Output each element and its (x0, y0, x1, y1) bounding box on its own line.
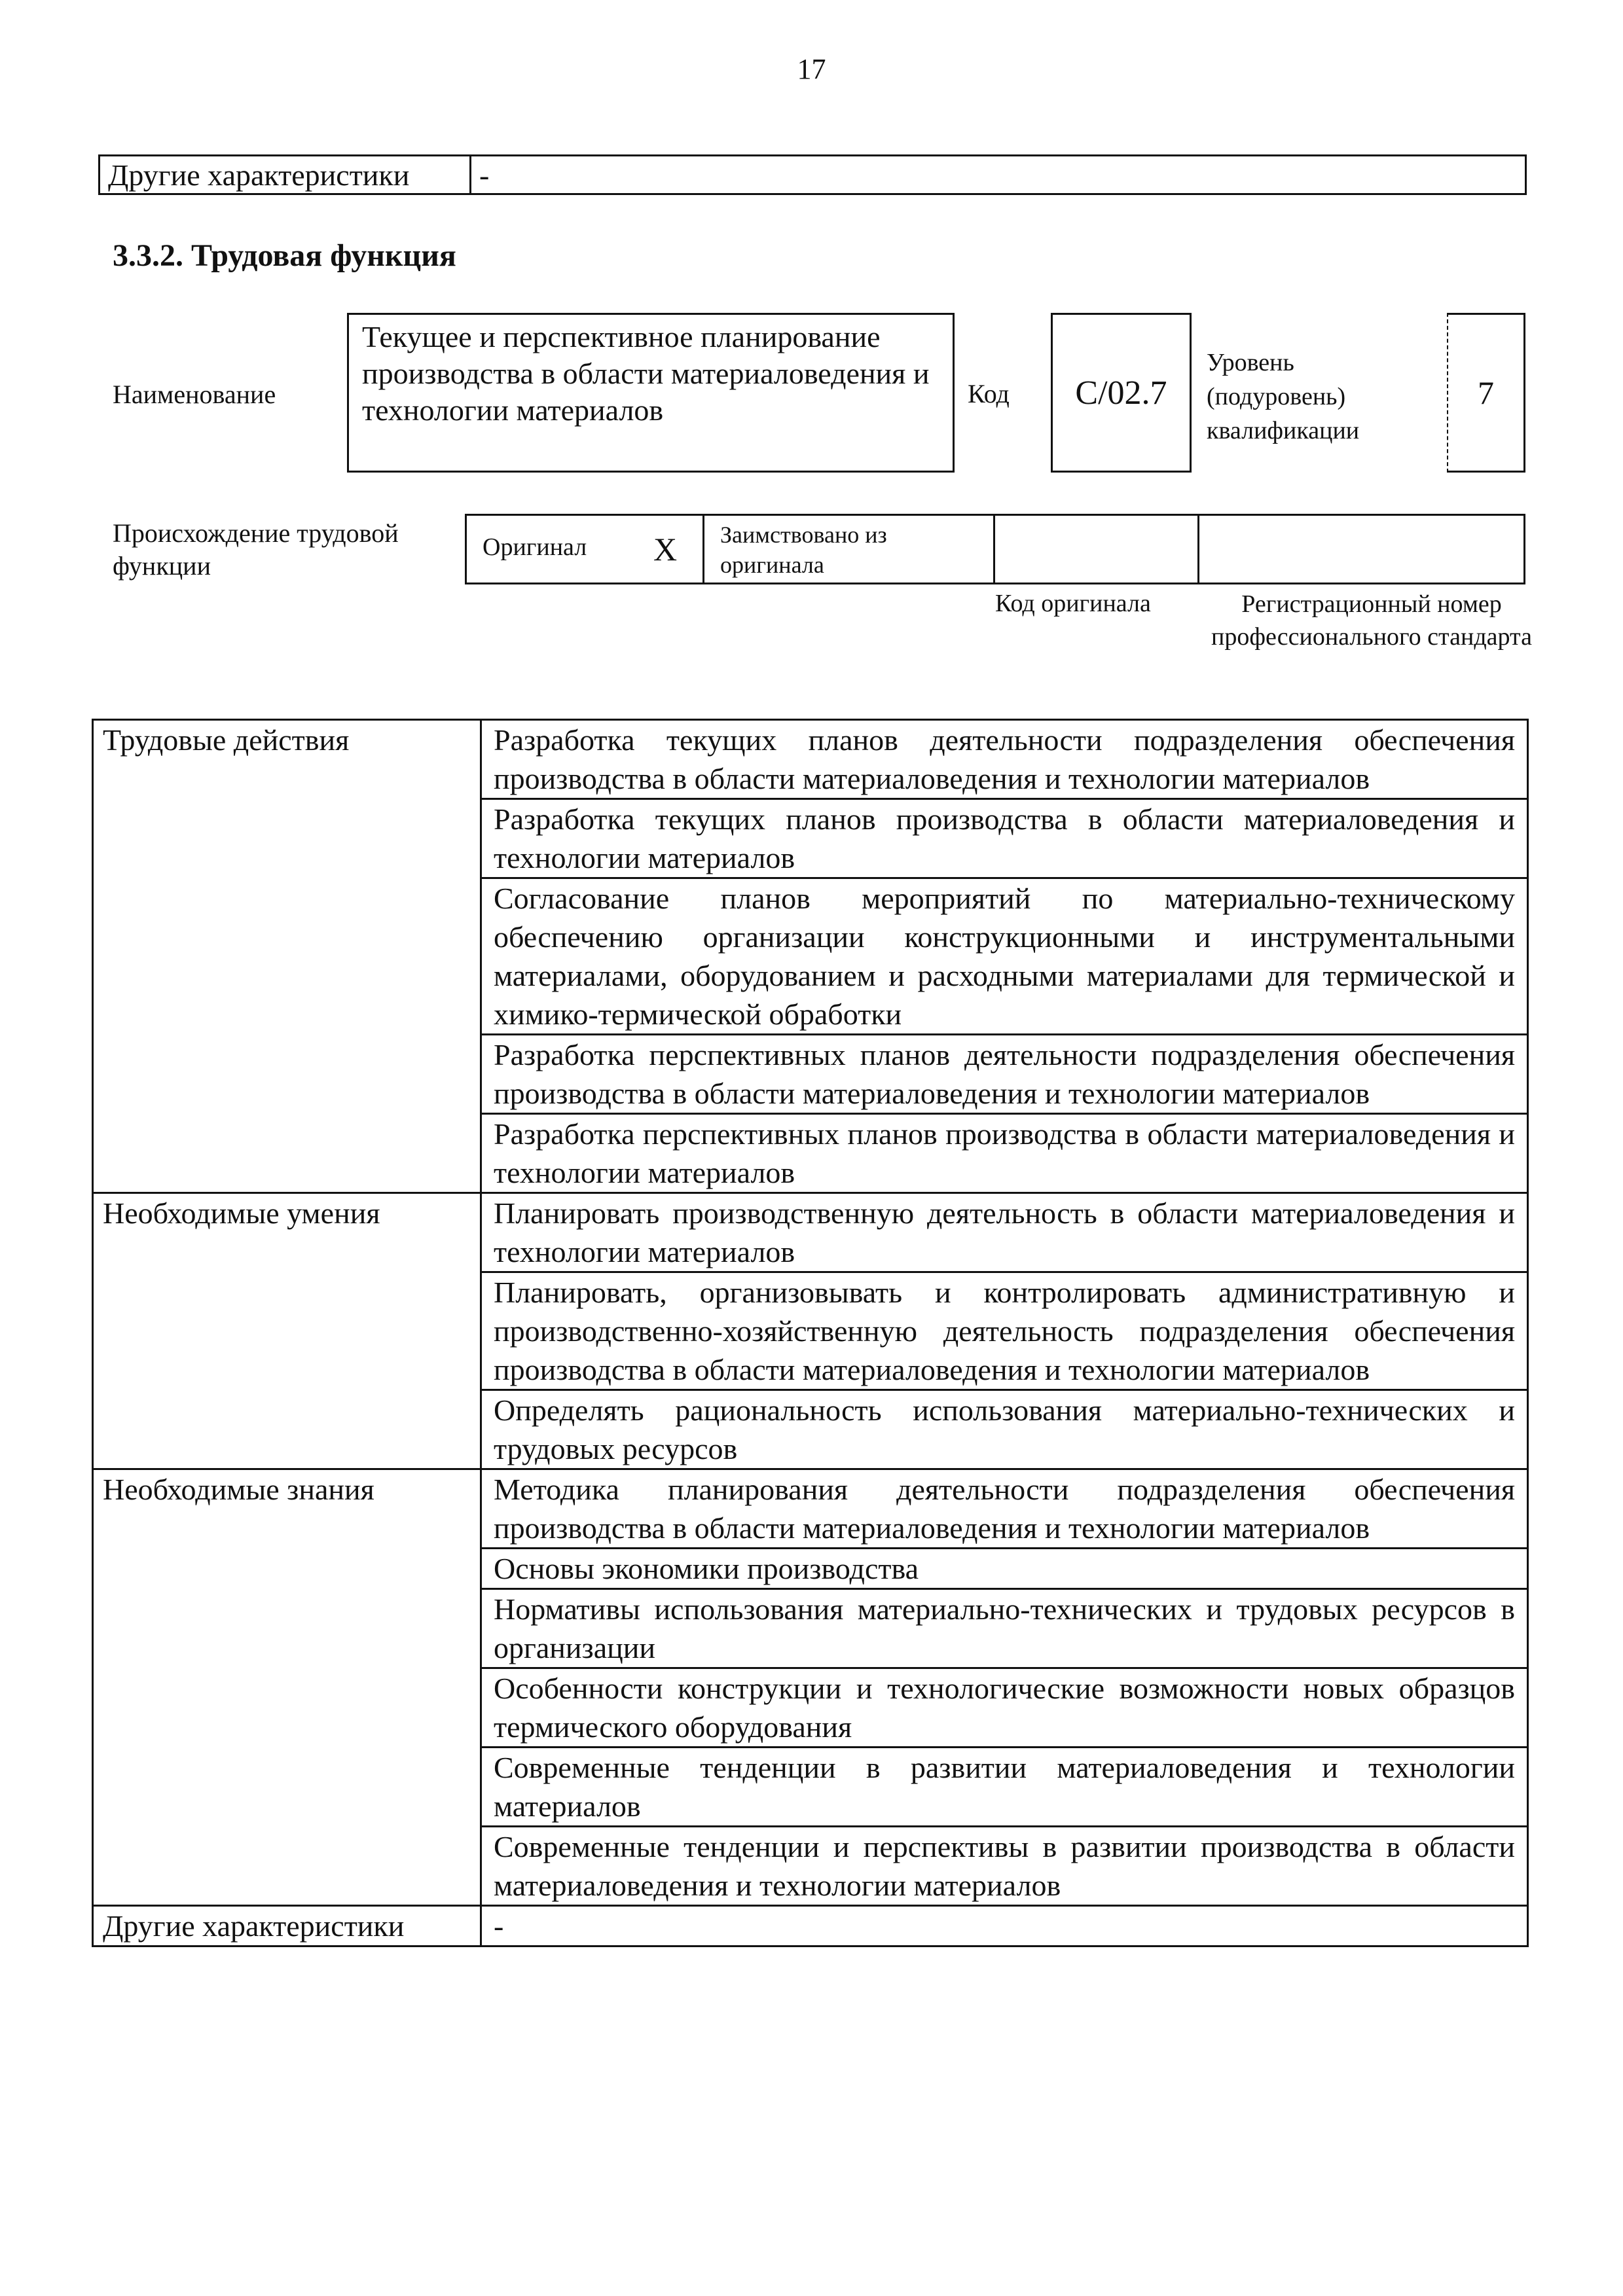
name-label: Наименование (113, 380, 276, 409)
origin-mark: X (653, 531, 678, 567)
other-characteristics-top-table (98, 154, 1527, 195)
required-skills-item: Планировать производственную деятельность в области материаловедения и технологии материалов (481, 1193, 1528, 1272)
table-row (93, 1193, 1528, 1272)
code-label: Код (968, 379, 1010, 408)
origin-label: Происхождение трудовой функции (113, 518, 399, 581)
table-row (93, 1469, 1528, 1549)
labor-actions-item: Разработка текущих планов производства в области материаловедения и технологии материалов (481, 799, 1528, 878)
origin-original: Оригинал (483, 533, 587, 561)
other-characteristics-header: Другие характеристики (93, 1906, 481, 1946)
required-knowledge-item: Особенности конструкции и технологические возможности новых образцов термического оборудования (481, 1668, 1528, 1748)
required-knowledge-item: Основы экономики производства (481, 1549, 1528, 1589)
origin-code-cell (993, 516, 1197, 583)
origin-reg-caption: Регистрационный номер профессионального стандарта (1211, 590, 1532, 651)
required-knowledge-header: Необходимые знания (93, 1469, 481, 1906)
other-characteristics-label: Другие характеристики (100, 156, 471, 194)
table-row (93, 1906, 1528, 1946)
required-knowledge-item: Современные тенденции и перспективы в развитии производства в области материаловедения и технологии материалов (481, 1827, 1528, 1906)
required-skills-header: Необходимые умения (93, 1193, 481, 1469)
code-box: С/02.7 (1051, 313, 1192, 473)
section-heading: 3.3.2. Трудовая функция (113, 238, 456, 273)
required-skills-item: Определять рациональность использования материально-технических и трудовых ресурсов (481, 1390, 1528, 1469)
other-characteristics-value: - (471, 156, 1526, 194)
table-row (93, 720, 1528, 799)
origin-code-caption: Код оригинала (995, 590, 1151, 617)
labor-actions-item: Разработка текущих планов деятельности подразделения обеспечения производства в области материаловедения и технологии материалов (481, 720, 1528, 799)
origin-table (465, 514, 1525, 584)
origin-reg-cell (1197, 516, 1527, 583)
function-name-box: Текущее и перспективное планирование производства в области материаловедения и технологии материалов (347, 313, 955, 473)
level-box: 7 (1447, 313, 1525, 473)
page-number: 17 (797, 53, 826, 85)
required-skills-item: Планировать, организовывать и контролировать административную и производственно-хозяйственную деятельность подразделения обеспечения производства в области материаловедения и технологии материалов (481, 1272, 1528, 1390)
origin-borrowed: Заимствовано из оригинала (702, 516, 993, 583)
labor-actions-item: Разработка перспективных планов производства в области материаловедения и технологии материалов (481, 1114, 1528, 1193)
level-label: Уровень (подуровень) квалификации (1207, 349, 1360, 444)
labor-actions-item: Согласование планов мероприятий по материально-техническому обеспечению организации конструкционными и инструментальными материалами, оборудованием и расходными материалами для термической и химико-термической обработки (481, 878, 1528, 1035)
required-knowledge-item: Нормативы использования материально-технических и трудовых ресурсов в организации (481, 1589, 1528, 1668)
required-knowledge-item: Современные тенденции в развитии материаловедения и технологии материалов (481, 1748, 1528, 1827)
other-characteristics-item: - (481, 1906, 1528, 1946)
labor-actions-item: Разработка перспективных планов деятельности подразделения обеспечения производства в области материаловедения и технологии материалов (481, 1035, 1528, 1114)
required-knowledge-item: Методика планирования деятельности подразделения обеспечения производства в области материаловедения и технологии материалов (481, 1469, 1528, 1549)
function-details-table (92, 719, 1529, 1947)
labor-actions-header: Трудовые действия (93, 720, 481, 1193)
